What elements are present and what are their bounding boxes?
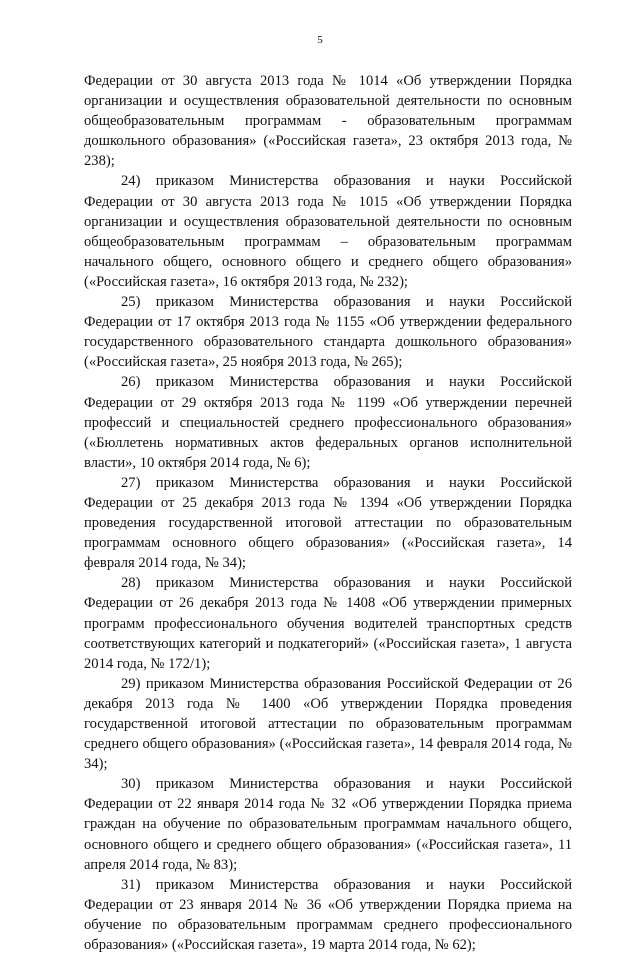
paragraph-item-27: 27) приказом Министерства образования и науки Российской Федерации от 25 декабря 2013 года № 1394 «Об утверждении Порядка проведения государственной итоговой аттестации по образовательным программам основного общего образования» («Российская газета», 14 февраля 2014 года, № 34); xyxy=(84,474,572,572)
page-number: 5 xyxy=(317,34,323,46)
paragraph-item-28: 28) приказом Министерства образования и науки Российской Федерации от 26 декабря 2013 года № 1408 «Об утверждении примерных программ профессионального обучения водителей транспортных средств соответствующих категорий и подкатегорий» («Российская газета», 1 августа 2014 года, № 172/1); xyxy=(84,575,572,672)
paragraph-item-30: 30) приказом Министерства образования и науки Российской Федерации от 22 января 2014 года № 32 «Об утверждении Порядка приема граждан на обучение по образовательным программам начального общего, основного общего и среднего общего образования» («Российская газета», 11 апреля 2014 года, № 83); xyxy=(84,776,572,873)
paragraph-item-25: 25) приказом Министерства образования и науки Российской Федерации от 17 октября 2013 года № 1155 «Об утверждении федерального государственного образовательного стандарта дошкольного образования» («Российская газета», 25 ноября 2013 года, № 265); xyxy=(84,294,572,371)
paragraph-item-26: 26) приказом Министерства образования и науки Российской Федерации от 29 октября 2013 года № 1199 «Об утверждении перечней профессий и специальностей среднего профессионального образования» («Бюллетень нормативных актов федеральных органов исполнительной власти», 10 октября 2014 года, № 6); xyxy=(84,374,572,471)
paragraph-item-29: 29) приказом Министерства образования Российской Федерации от 26 декабря 2013 года № 1400 «Об утверждении Порядка проведения государственной итоговой аттестации по образовательным программам среднего общего образования» («Российская газета», 14 февраля 2014 года, № 34); xyxy=(84,675,572,773)
page-content xyxy=(84,71,572,955)
paragraph-item-31: 31) приказом Министерства образования и науки Российской Федерации от 23 января 2014 № 36 «Об утверждении Порядка приема на обучение по образовательным программам среднего профессионального образования» («Российская газета», 19 марта 2014 года, № 62); xyxy=(84,876,572,954)
paragraph-continuation: Федерации от 30 августа 2013 года № 1014 «Об утверждении Порядка организации и осуществления образовательной деятельности по основным общеобразовательным программам - образовательным программам дошкольного образования» («Российская газета», 23 октября 2013 года, № 238); xyxy=(84,73,572,170)
paragraph-item-24: 24) приказом Министерства образования и науки Российской Федерации от 30 августа 2013 года № 1015 «Об утверждении Порядка организации и осуществления образовательной деятельности по основным общеобразовательным программам – образовательным программам начального общего, основного общего и среднего общего образования» («Российская газета», 16 октября 2013 года, № 232); xyxy=(84,173,572,290)
